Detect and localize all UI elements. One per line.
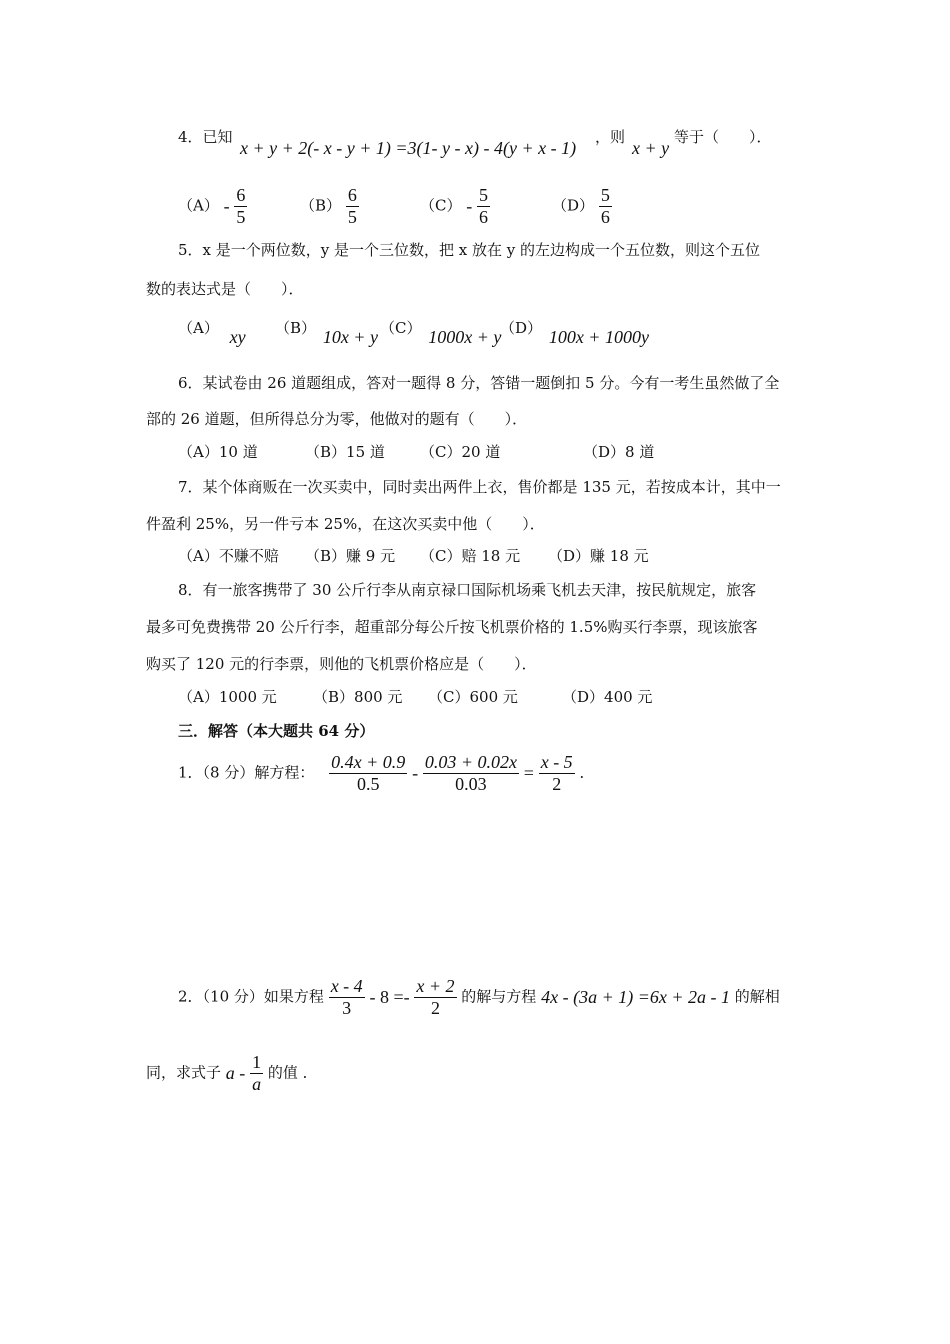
equation-2: 4x - (3a + 1) =6x + 2a - 1 xyxy=(541,987,730,1008)
fraction: $\frac{0.03 + 0.02x}{0.03}$ xyxy=(424,752,517,794)
problem-2-line2 xyxy=(146,1052,318,1094)
section-title: 三．解答（本大题共 64 分） xyxy=(178,722,375,740)
q4-then: ，则 xyxy=(595,128,626,146)
q5-option-b[interactable] xyxy=(275,318,378,347)
problem-2-prefix: 2．（10 分）如果方程 xyxy=(178,987,324,1006)
problem-2-text: 的解与方程 xyxy=(461,987,537,1006)
problem-2-text-end: 的解相 xyxy=(734,987,780,1006)
option-label: （B） xyxy=(300,196,342,215)
q6-option-d[interactable]: （D）8 道 xyxy=(583,443,655,461)
q5-option-d[interactable] xyxy=(500,318,649,347)
option-expression: 100x + 1000y xyxy=(548,327,649,347)
fraction: $\frac{6}{5}$ xyxy=(347,185,357,227)
option-label: （A） xyxy=(178,319,219,337)
q5-line1: 5．x 是一个两位数，y 是一个三位数，把 x 放在 y 的左边构成一个五位数，则这个五位 xyxy=(178,241,761,259)
q6-option-a[interactable]: （A）10 道 xyxy=(178,443,258,461)
q5-line2: 数的表达式是（ ）． xyxy=(146,280,304,298)
q6-line2: 部的 26 道题，但所得总分为零，他做对的题有（ ）． xyxy=(146,410,528,428)
fraction: $\frac{x - 4}{3}$ xyxy=(330,976,363,1018)
option-label: （D） xyxy=(552,196,595,215)
fraction: $\frac{0.4x + 0.9}{0.5}$ xyxy=(331,752,406,794)
problem-1 xyxy=(178,752,594,794)
problem-1-prefix: 1．（8 分）解方程： xyxy=(178,763,315,782)
option-label: （A） xyxy=(178,196,219,215)
q8-line1: 8．有一旅客携带了 30 公斤行李从南京禄口国际机场乘飞机去天津，按民航规定，旅客 xyxy=(178,581,757,599)
fraction: $\frac{6}{5}$ xyxy=(236,185,246,227)
q5-option-c[interactable] xyxy=(380,318,502,347)
q7-option-c[interactable]: （C）赔 18 元 xyxy=(420,547,521,565)
fraction: $\frac{1}{a}$ xyxy=(252,1052,262,1094)
sign: - xyxy=(223,196,230,217)
q6-option-c[interactable]: （C）20 道 xyxy=(420,443,501,461)
fraction: $\frac{x - 5}{2}$ xyxy=(540,752,573,794)
option-expression: 10x + y xyxy=(322,327,378,347)
option-label: （C） xyxy=(420,196,462,215)
q8-line3: 购买了 120 元的行李票，则他的飞机票价格应是（ ）． xyxy=(146,655,537,673)
problem-2-line2-prefix: 同，求式子 xyxy=(146,1063,222,1082)
q8-option-a[interactable]: （A）1000 元 xyxy=(178,688,277,706)
option-label: （B） xyxy=(275,319,317,337)
q6-option-b[interactable]: （B）15 道 xyxy=(305,443,385,461)
q4-expression: x + y xyxy=(632,138,670,158)
q8-option-d[interactable]: （D）400 元 xyxy=(562,688,653,706)
minus-sign: - xyxy=(412,763,419,784)
q7-option-b[interactable]: （B）赚 9 元 xyxy=(305,547,396,565)
expression-a: a - xyxy=(225,1063,246,1084)
q5-option-a[interactable] xyxy=(178,318,246,347)
problem-2-line2-end: 的值 ． xyxy=(267,1063,318,1082)
q6-line1: 6．某试卷由 26 道题组成，答对一题得 8 分，答错一题倒扣 5 分。今有一考生虽然做了全 xyxy=(178,374,780,392)
q4-option-d[interactable] xyxy=(552,185,612,227)
q7-line2: 件盈利 25%，另一件亏本 25%，在这次买卖中他（ ）． xyxy=(146,515,545,533)
q4-equation: x + y + 2(- x - y + 1) =3(1- y - x) - 4(y + x - 1) xyxy=(240,138,577,158)
q8-option-c[interactable]: （C）600 元 xyxy=(428,688,518,706)
q4-option-b[interactable] xyxy=(300,185,359,227)
q8-line2: 最多可免费携带 20 公斤行李，超重部分每公斤按飞机票价格的 1.5%购买行李票，现该旅客 xyxy=(146,618,758,636)
fraction: $\frac{x + 2}{2}$ xyxy=(416,976,455,1018)
q7-option-a[interactable]: （A）不赚不赔 xyxy=(178,547,279,565)
q8-option-b[interactable]: （B）800 元 xyxy=(313,688,403,706)
q4-option-c[interactable] xyxy=(420,185,490,227)
q4-number: 4．已知 xyxy=(178,128,233,146)
option-expression: xy xyxy=(229,327,246,347)
q7-line1: 7．某个体商贩在一次买卖中，同时卖出两件上衣，售价都是 135 元，若按成本计，其中一 xyxy=(178,478,781,496)
q4-equals-blank: 等于（ ）． xyxy=(674,128,772,146)
fraction: $\frac{5}{6}$ xyxy=(479,185,489,227)
option-label: （C） xyxy=(380,319,422,337)
period: ． xyxy=(579,763,595,782)
equals-sign: = xyxy=(523,763,534,784)
fraction: $\frac{5}{6}$ xyxy=(600,185,610,227)
q4-option-a[interactable] xyxy=(178,185,247,227)
sign: - xyxy=(466,196,473,217)
option-expression: 1000x + y xyxy=(428,327,502,347)
problem-2 xyxy=(178,976,780,1018)
equation-middle: - 8 =- xyxy=(369,987,410,1008)
q7-option-d[interactable]: （D）赚 18 元 xyxy=(548,547,649,565)
option-label: （D） xyxy=(500,319,543,337)
